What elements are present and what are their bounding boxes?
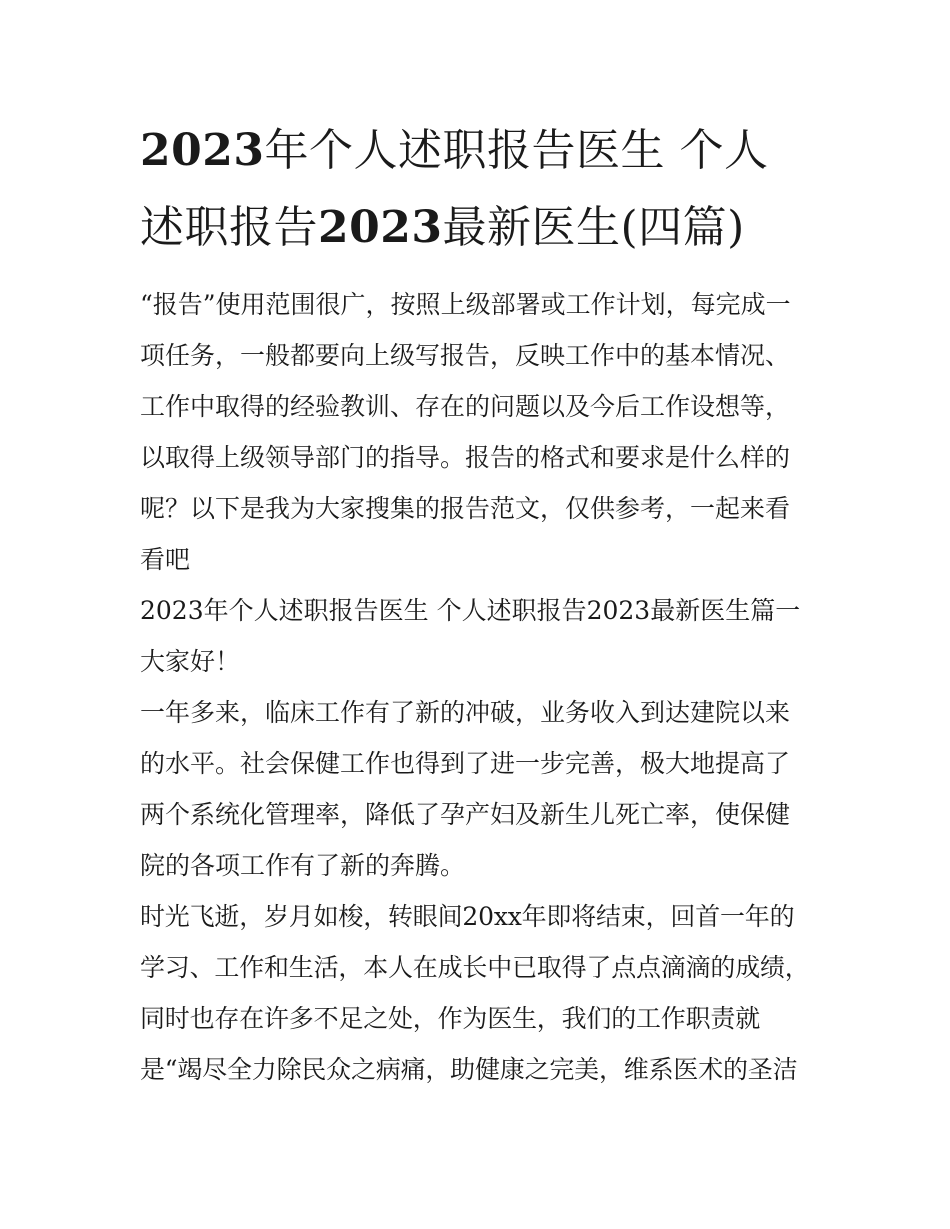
- document-body: [140, 279, 812, 1095]
- intro-paragraph: “报告”使用范围很广，按照上级部署或工作计划，每完成一项任务，一般都要向上级写报告，反映工作中的基本情况、工作中取得的经验教训、存在的问题以及今后工作设想等，以取得上级领导部门的指导。报告的格式和要求是什么样的呢？以下是我为大家搜集的报告范文，仅供参考，一起来看看吧: [140, 290, 791, 574]
- body-paragraph: 时光飞逝，岁月如梭，转眼间20xx年即将结束，回首一年的学习、工作和生活，本人在成长中已取得了点点滴滴的成绩，同时也存在许多不足之处，作为医生，我们的工作职责就是“竭尽全力除民众之病痛，助健康之完美，维系医术的圣洁: [140, 902, 810, 1084]
- document-page: [140, 112, 812, 1095]
- body-paragraph: 一年多来，临床工作有了新的冲破，业务收入到达建院以来的水平。社会保健工作也得到了进一步完善，极大地提高了两个系统化管理率，降低了孕产妇及新生儿死亡率，使保健院的各项工作有了新的奔腾。: [140, 698, 791, 880]
- title-year: 2023: [318, 202, 443, 253]
- title-year: 2023: [140, 125, 265, 176]
- section-heading-paragraph: 2023年个人述职报告医生 个人述职报告2023最新医生篇一 大家好！: [140, 596, 801, 676]
- document-title: 2023年个人述职报告医生 个人述职报告2023最新医生(四篇): [140, 125, 769, 253]
